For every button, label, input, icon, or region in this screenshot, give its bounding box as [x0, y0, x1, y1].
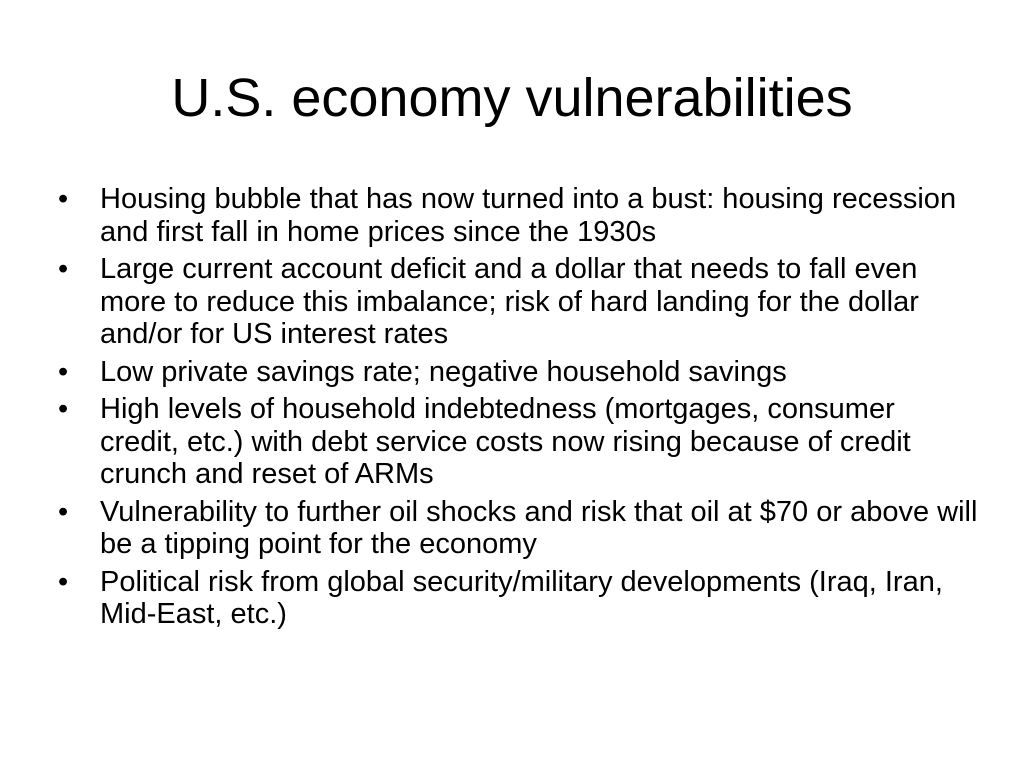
bullet-text: Large current account deficit and a dollar that needs to fall even more to reduce this imbalance; risk of hard landing for the dollar and/or for US interest rates [100, 253, 919, 350]
bullet-icon: • [58, 253, 69, 285]
bullet-text: Vulnerability to further oil shocks and risk that oil at $70 or above will be a tipping point for the economy [100, 495, 978, 560]
bullet-item-current-account [58, 253, 978, 351]
bullet-item-oil-shocks [58, 496, 978, 561]
bullet-item-housing [58, 183, 978, 248]
bullet-text: Political risk from global security/military developments (Iraq, Iran, Mid-East, etc.) [100, 565, 943, 630]
bullet-icon: • [58, 495, 69, 528]
bullet-item-political-risk [58, 566, 978, 631]
bullet-text: High levels of household indebtedness (mortgages, consumer credit, etc.) with debt service costs now rising because of credit crunch and reset of ARMs [100, 393, 911, 490]
bullet-text: Housing bubble that has now turned into a bust: housing recession and first fall in home prices since the 1930s [100, 183, 957, 248]
bullet-item-indebtedness [58, 393, 978, 491]
bullet-icon: • [58, 355, 69, 388]
bullet-list [58, 183, 978, 636]
slide-title: U.S. economy vulnerabilities [171, 68, 853, 128]
bullet-icon: • [58, 183, 69, 215]
bullet-item-savings [58, 356, 978, 389]
bullet-icon: • [58, 565, 69, 598]
bullet-icon: • [58, 393, 69, 425]
bullet-text: Low private savings rate; negative household savings [100, 355, 787, 388]
